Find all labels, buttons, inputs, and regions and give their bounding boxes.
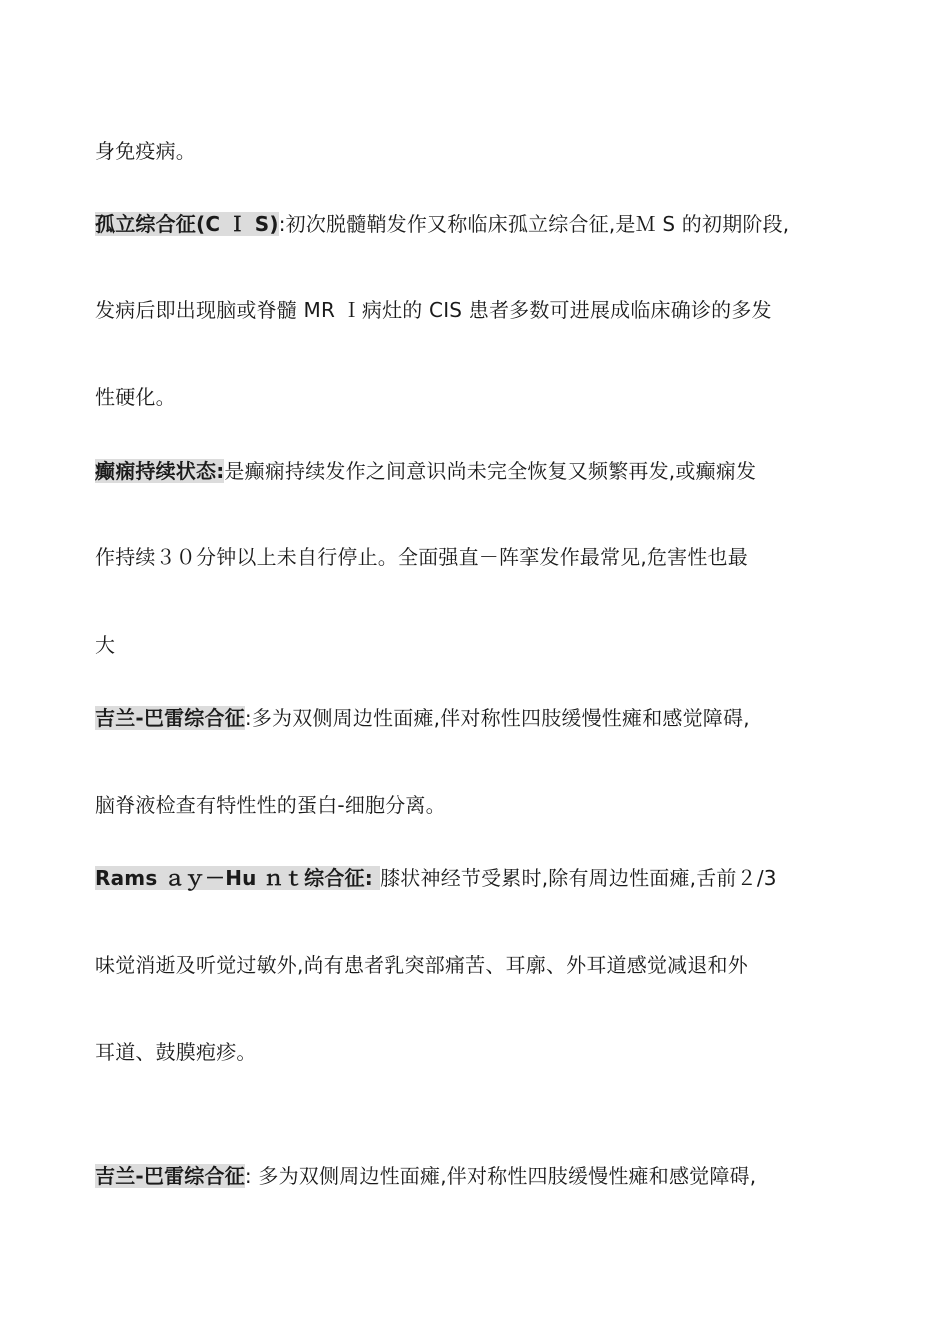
definition-text: : 多为双侧周边性面瘫,伴对称性四肢缓慢性瘫和感觉障碍, [244,1164,757,1188]
text-line [95,382,840,412]
text-line [95,542,840,572]
line-text: 发病后即出现脑或脊髓 MR Ｉ病灶的 CIS 患者多数可进展成临床确诊的多发 [95,298,772,322]
line-text: 味觉消逝及听觉过敏外,尚有患者乳突部痛苦、耳廓、外耳道感觉减退和外 [95,953,748,977]
term-gbs: 吉兰-巴雷综合征 [95,706,245,730]
text-line [95,136,840,166]
line-text: 作持续３０分钟以上未自行停止。全面强直－阵挛发作最常见,危害性也最 [95,545,748,569]
text-line [95,295,840,325]
line-text: 身免疫病。 [95,139,196,163]
definition-line-cis [95,209,840,239]
term-ramsay-hunt: Rams ａｙ－Hu ｎｔ综合征: [95,866,381,890]
definition-text: :初次脱髓鞘发作又称临床孤立综合征,是Ｍ S 的初期阶段, [278,212,790,236]
term-gbs: 吉兰-巴雷综合征 [95,1164,245,1188]
term-status-epilepticus: 癫痫持续状态: [95,459,225,483]
definition-text: 是癫痫持续发作之间意识尚未完全恢复又频繁再发,或癫痫发 [224,459,757,483]
definition-text: 膝状神经节受累时,除有周边性面瘫,舌前２/3 [380,866,777,890]
definition-text: :多为双侧周边性面瘫,伴对称性四肢缓慢性瘫和感觉障碍, [244,706,750,730]
line-text: 大 [95,633,116,657]
line-text: 脑脊液检查有特性性的蛋白-细胞分离。 [95,793,446,817]
definition-line-gbs [95,703,840,733]
text-line [95,950,840,980]
definition-line-status-epilepticus [95,456,840,486]
text-line [95,630,840,660]
text-line [95,790,840,820]
definition-line-ramsay-hunt [95,863,840,893]
definition-line-gbs-repeat [95,1161,840,1191]
line-text: 性硬化。 [95,385,176,409]
term-cis: 孤立综合征(C Ｉ S) [95,212,279,236]
line-text: 耳道、鼓膜疱疹。 [95,1040,257,1064]
text-line [95,1037,840,1067]
